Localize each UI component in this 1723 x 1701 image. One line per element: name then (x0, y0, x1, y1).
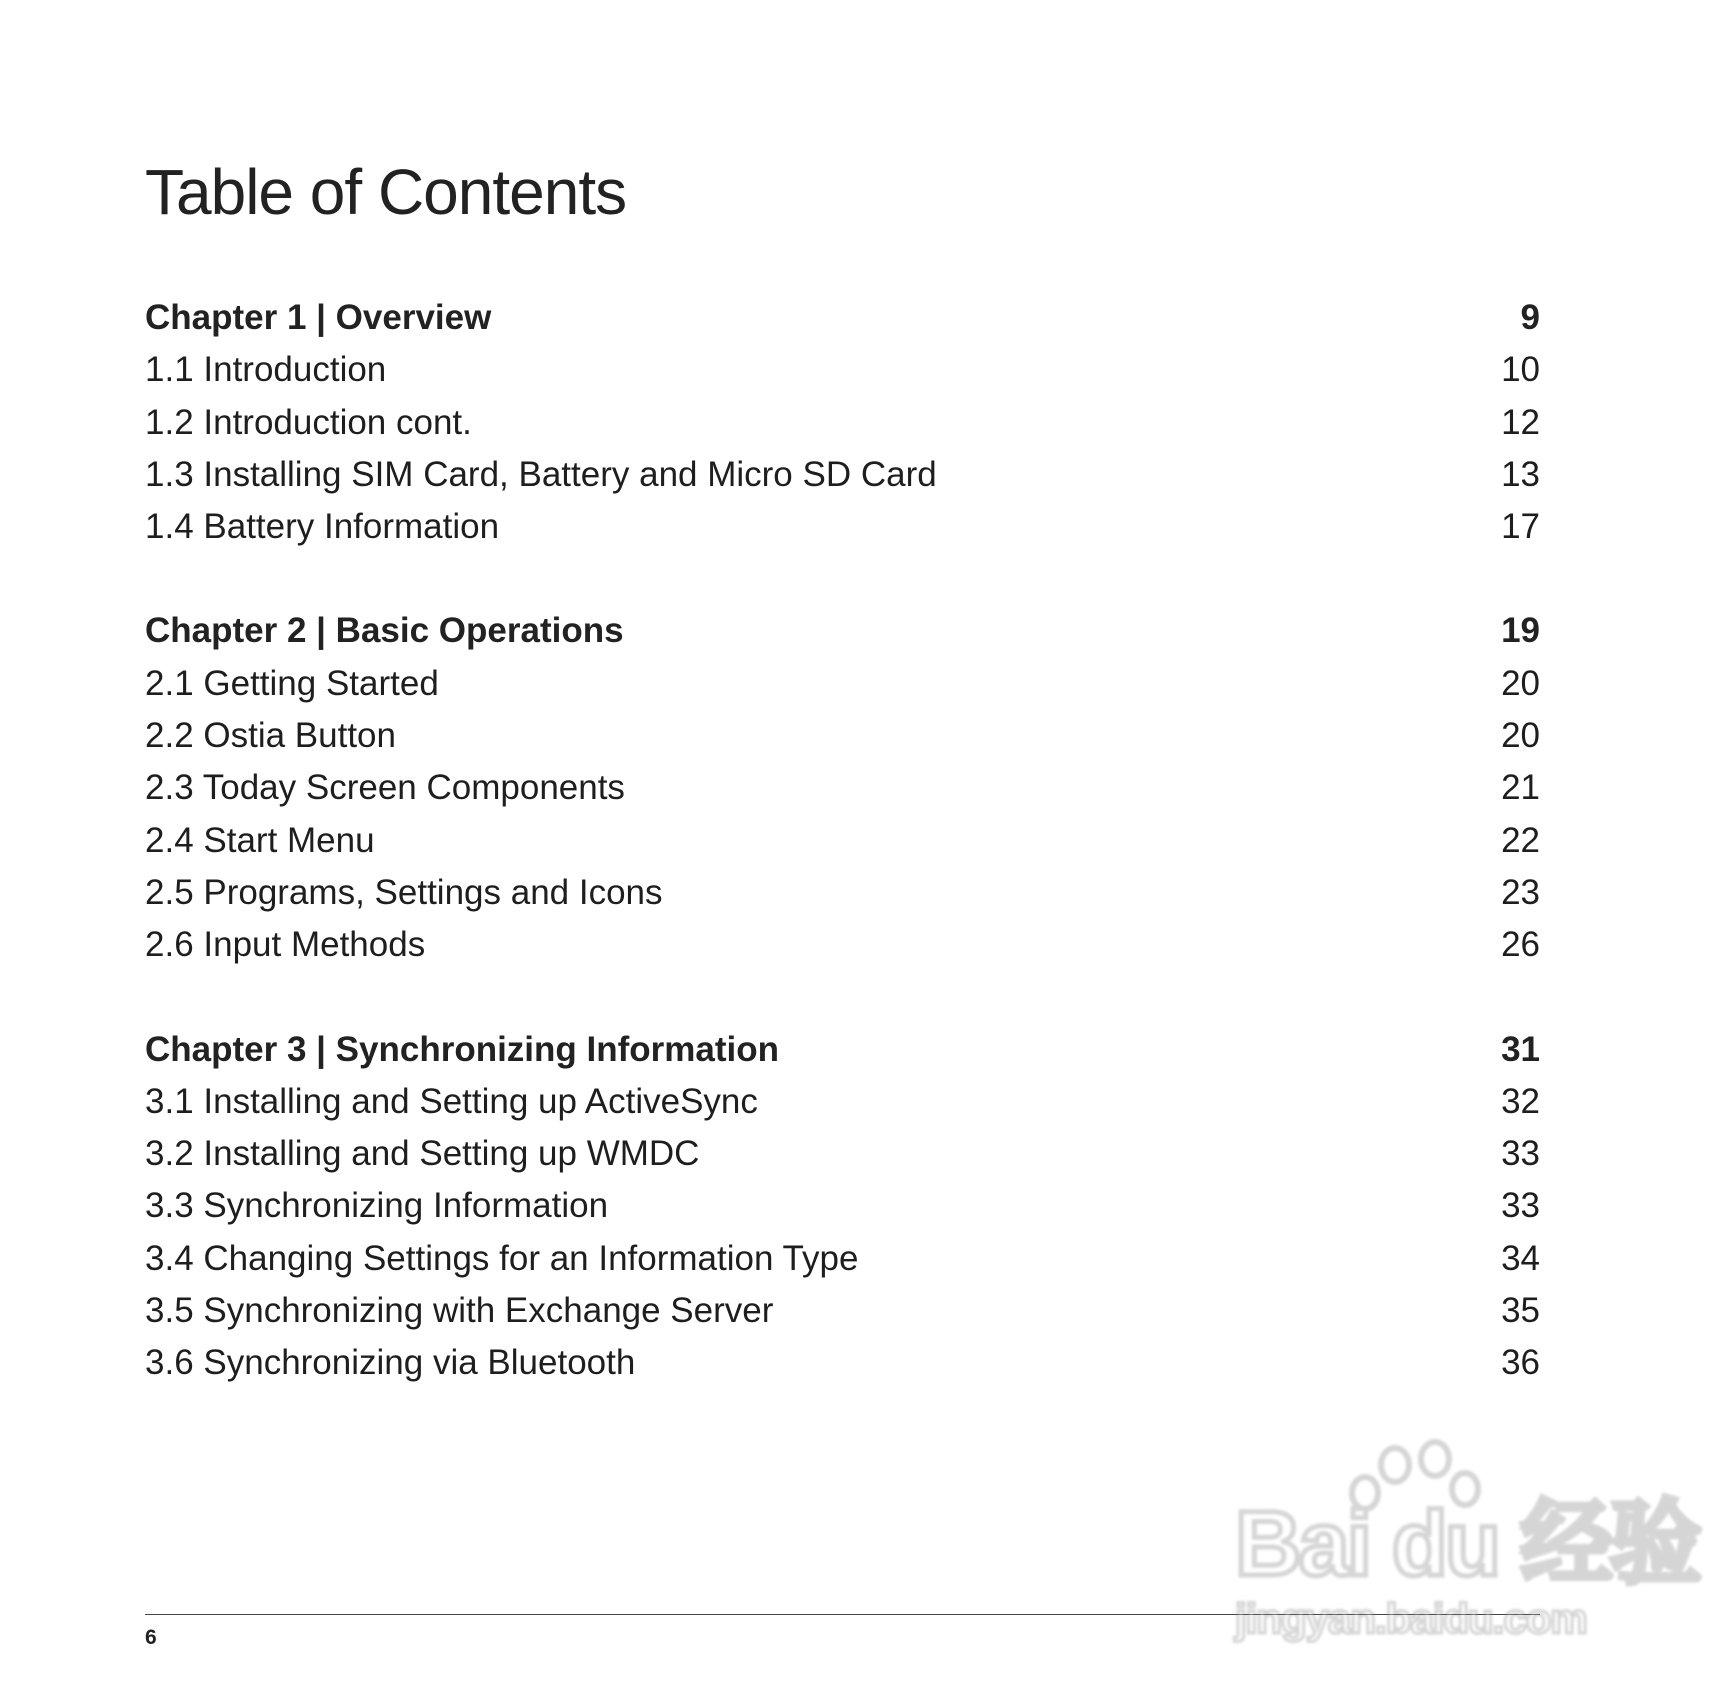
toc-entry[interactable] (145, 658, 1540, 710)
entry-label: 2.4 Start Menu (145, 820, 375, 860)
chapter-heading[interactable] (145, 292, 1540, 344)
entry-label: 3.4 Changing Settings for an Information Type (145, 1238, 859, 1278)
entry-page-number: 12 (1501, 402, 1540, 442)
chapter-2 (145, 605, 1540, 971)
chapter-page-number: 19 (1501, 611, 1540, 651)
chapter-title: Chapter 3 | Synchronizing Information (145, 1029, 779, 1069)
entry-page-number: 33 (1501, 1134, 1540, 1174)
entry-page-number: 35 (1501, 1291, 1540, 1331)
chapter-heading[interactable] (145, 605, 1540, 657)
entry-label: 2.2 Ostia Button (145, 716, 396, 756)
chapter-page-number: 31 (1501, 1029, 1540, 1069)
entry-label: 1.2 Introduction cont. (145, 402, 472, 442)
entry-page-number: 13 (1501, 454, 1540, 494)
toc-entry[interactable] (145, 762, 1540, 814)
toc-entry[interactable] (145, 710, 1540, 762)
entry-label: 3.2 Installing and Setting up WMDC (145, 1134, 700, 1174)
entry-label: 1.4 Battery Information (145, 507, 500, 547)
entry-page-number: 20 (1501, 663, 1540, 703)
chapter-1 (145, 292, 1540, 553)
toc-entry[interactable] (145, 1285, 1540, 1337)
toc-entry[interactable] (145, 397, 1540, 449)
entry-page-number: 32 (1501, 1081, 1540, 1121)
toc-entry[interactable] (145, 1233, 1540, 1285)
entry-page-number: 26 (1501, 925, 1540, 965)
toc-entry[interactable] (145, 501, 1540, 553)
entry-page-number: 22 (1501, 820, 1540, 860)
entry-label: 2.1 Getting Started (145, 663, 439, 703)
watermark-url: jingyan.baidu.com (1235, 1595, 1587, 1642)
entry-label: 2.6 Input Methods (145, 925, 426, 965)
entry-label: 3.6 Synchronizing via Bluetooth (145, 1343, 636, 1383)
chapter-page-number: 9 (1520, 298, 1540, 337)
entry-page-number: 33 (1501, 1186, 1540, 1226)
toc-entry[interactable] (145, 449, 1540, 501)
toc-entry[interactable] (145, 815, 1540, 867)
entry-page-number: 17 (1501, 507, 1540, 547)
table-of-contents (145, 292, 1540, 1442)
toc-entry[interactable] (145, 919, 1540, 971)
entry-page-number: 21 (1501, 768, 1540, 808)
chapter-title: Chapter 1 | Overview (145, 298, 492, 337)
toc-entry[interactable] (145, 1337, 1540, 1389)
entry-label: 3.5 Synchronizing with Exchange Server (145, 1291, 774, 1331)
entry-page-number: 23 (1501, 872, 1540, 912)
chapter-heading[interactable] (145, 1024, 1540, 1076)
chapter-title: Chapter 2 | Basic Operations (145, 611, 624, 651)
entry-page-number: 10 (1501, 350, 1540, 390)
toc-entry[interactable] (145, 344, 1540, 396)
entry-label: 3.1 Installing and Setting up ActiveSync (145, 1081, 758, 1121)
entry-page-number: 20 (1501, 716, 1540, 756)
entry-label: 3.3 Synchronizing Information (145, 1186, 609, 1226)
entry-label: 2.5 Programs, Settings and Icons (145, 872, 663, 912)
page-title: Table of Contents (145, 156, 627, 228)
page-number: 6 (145, 1626, 157, 1649)
entry-label: 1.1 Introduction (145, 350, 387, 390)
toc-entry[interactable] (145, 867, 1540, 919)
entry-page-number: 34 (1501, 1238, 1540, 1278)
chapter-3 (145, 1024, 1540, 1390)
entry-page-number: 36 (1501, 1343, 1540, 1383)
toc-entry[interactable] (145, 1128, 1540, 1180)
toc-entry[interactable] (145, 1076, 1540, 1128)
toc-entry[interactable] (145, 1180, 1540, 1232)
entry-label: 2.3 Today Screen Components (145, 768, 625, 808)
watermark-brand: Bai du 经验 (1235, 1493, 1699, 1595)
entry-label: 1.3 Installing SIM Card, Battery and Micro SD Card (145, 454, 937, 494)
baidu-watermark (1225, 1445, 1699, 1645)
